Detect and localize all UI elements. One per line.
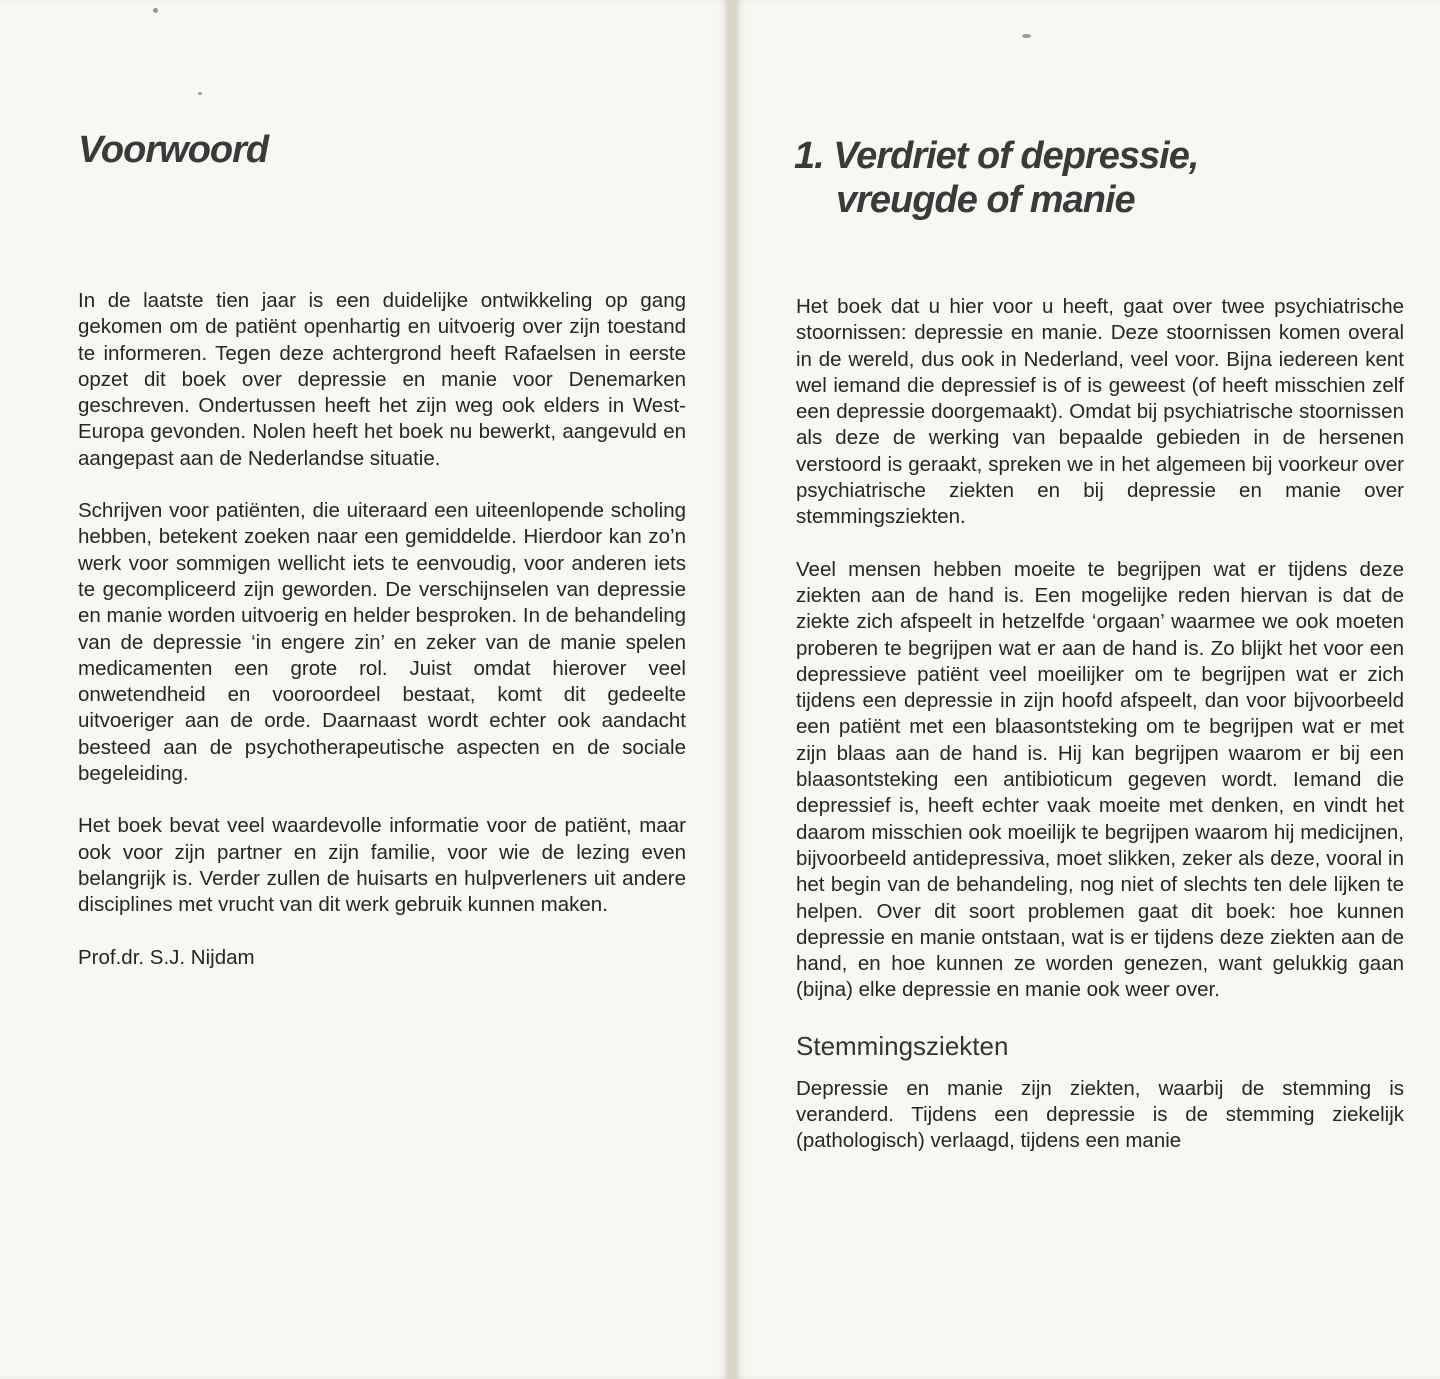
paragraph: Het boek bevat veel waardevolle informatie voor de patiënt, maar ook voor zijn partner en zijn familie, voor wie de lezing even belangrijk is. Verder zullen de huisarts en hulpverleners uit andere disciplines met vrucht van dit werk gebruik kunnen maken. — [78, 814, 686, 917]
paper-speck — [198, 92, 202, 95]
paragraph: In de laatste tien jaar is een duidelijke ontwikkeling op gang gekomen om de patiënt openhartig en uitvoerig over zijn toestand te informeren. Tegen deze achtergrond heeft Rafaelsen in eerste opzet dit boek over depressie en manie voor Denemarken geschreven. Ondertussen heeft het zijn weg ook elders in West-Europa gevonden. Nolen heeft het boek nu bewerkt, aangevuld en aangepast aan de Nederlandse situatie. — [78, 289, 686, 470]
paper-speck — [153, 8, 158, 13]
paper-speck — [1022, 34, 1031, 38]
page-title: Voorwoord — [78, 129, 269, 171]
paragraph: Veel mensen hebben moeite te begrijpen wat er tijdens deze ziekten aan de hand is. Een mogelijke reden hiervan is dat de ziekte zich afspeelt in hetzelfde ‘orgaan’ waarmee we ook moeten proberen te begrijpen wat er aan de hand is. Zo blijkt het voor een depressieve patiënt veel moeilijker om te begrijpen wat er zich tijdens een depressie in zijn hoofd afspeelt, dan voor bijvoorbeeld een patiënt met een blaasontsteking om te begrijpen wat er met zijn blaas aan de hand is. Hij kan begrijpen waarom er bij een blaasontsteking een antibioticum gegeven wordt. Iemand die depressief is, heeft echter vaak moeite met denken, en vindt het daarom misschien ook moeilijk te begrijpen waarom hij medicijnen, bijvoorbeeld antidepressiva, moet slikken, zeker als deze, vooral in het begin van de behandeling, nog niet of slechts ten dele lijken te helpen. Over dit soort problemen gaat dit boek: hoe kunnen depressie en manie ontstaan, wat is er tijdens deze ziekten aan de hand, en hoe kunnen ze worden genezen, want gelukkig gaan (bijna) elke depressie en manie ook weer over. — [796, 557, 1404, 1002]
book-gutter — [728, 0, 736, 1379]
chapter-body — [796, 294, 1404, 1181]
signature: Prof.dr. S.J. Nijdam — [78, 945, 255, 969]
chapter-title-line-1: 1. Verdriet of depressie, — [794, 135, 1199, 177]
foreword-body — [78, 288, 686, 997]
paragraph: Schrijven voor patiënten, die uiteraard een uiteenlopende scholing hebben, betekent zoeken naar een gemiddelde. Hierdoor kan zo’n werk voor sommigen wellicht iets te eenvoudig, voor anderen iets te gecompliceerd zijn geworden. De verschijnselen van depressie en manie worden uitvoerig en helder besproken. In de behandeling van de depressie ‘in engere zin’ en zeker van de manie spelen medicamenten een grote rol. Juist omdat hierover veel onwetendheid en vooroordeel bestaat, komt dit gedeelte uitvoeriger aan de orde. Daarnaast wordt echter ook aandacht besteed aan de psychotherapeutische aspecten en de sociale begeleiding. — [78, 499, 686, 786]
right-page — [736, 0, 1440, 1379]
section-heading: Stemmingsziekten — [796, 1030, 1009, 1061]
chapter-title-line-2: vreugde of manie — [836, 179, 1135, 221]
paragraph: Het boek dat u hier voor u heeft, gaat over twee psychiatrische stoornissen: depressie en manie. Deze stoornissen komen overal in de wereld, dus ook in Nederland, veel voor. Bijna iedereen kent wel iemand die depressief is of is geweest (of heeft misschien zelf een depressie doorgemaakt). Omdat bij psychiatrische stoornissen als deze de werking van bepaalde gebieden in de hersenen verstoord is geraakt, spreken we in het algemeen bij voorkeur over psychiatrische ziekten en bij depressie en manie over stemmingsziekten. — [796, 295, 1404, 529]
chapter-title — [794, 134, 1198, 222]
paragraph: Depressie en manie zijn ziekten, waarbij de stemming is veranderd. Tijdens een depressie is de stemming ziekelijk (pathologisch) verlaagd, tijdens een manie — [796, 1076, 1404, 1153]
